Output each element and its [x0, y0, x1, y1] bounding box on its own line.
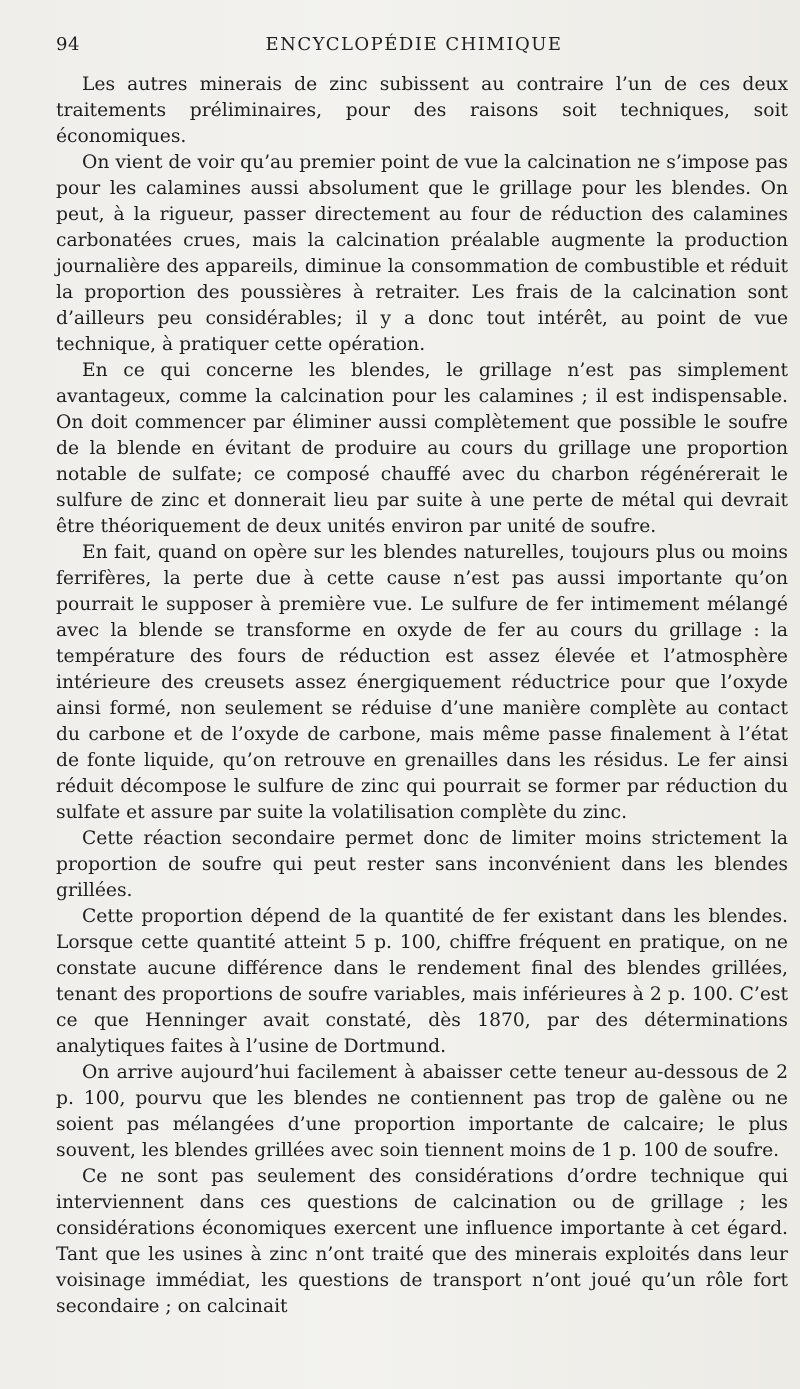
page-header — [56, 34, 772, 54]
paragraph: Les autres minerais de zinc subissent au contraire l’un de ces deux traitements préliminaires, pour des raisons soit techniques, soit économiques. — [56, 74, 788, 147]
paragraph: Cette réaction secondaire permet donc de limiter moins strictement la proportion de soufre qui peut rester sans inconvénient dans les blendes grillées. — [56, 828, 788, 901]
paragraph: Ce ne sont pas seulement des considérations d’ordre technique qui interviennent dans ces questions de calcination ou de grillage ; les considérations économiques exercent une influence importante à cet égard. Tant que les usines à zinc n’ont traité que des minerais exploités dans leur voisinage immédiat, les questions de transport n’ont joué qu’un rôle fort secondaire ; on calcinait — [56, 1166, 788, 1317]
body-text — [56, 72, 788, 1320]
running-head: ENCYCLOPÉDIE CHIMIQUE — [265, 34, 563, 55]
paragraph: Cette proportion dépend de la quantité de fer existant dans les blendes. Lorsque cette quantité atteint 5 p. 100, chiffre fréquent en pratique, on ne constate aucune différence dans le rendement final des blendes grillées, tenant des proportions de soufre variables, mais inférieures à 2 p. 100. C’est ce que Henninger avait constaté, dès 1870, par des déterminations analytiques faites à l’usine de Dortmund. — [56, 906, 788, 1057]
paragraph: On vient de voir qu’au premier point de vue la calcination ne s’impose pas pour les calamines aussi absolument que le grillage pour les blendes. On peut, à la rigueur, passer directement au four de réduction des calamines carbonatées crues, mais la calcination préalable augmente la production journalière des appareils, diminue la consommation de combustible et réduit la proportion des poussières à retraiter. Les frais de la calcination sont d’ailleurs peu considérables; il y a donc tout intérêt, au point de vue technique, à pratiquer cette opération. — [56, 152, 788, 355]
paragraph: On arrive aujourd’hui facilement à abaisser cette teneur au-dessous de 2 p. 100, pourvu que les blendes ne contiennent pas trop de galène ou ne soient pas mélangées d’une proportion importante de calcaire; le plus souvent, les blendes grillées avec soin tiennent moins de 1 p. 100 de soufre. — [56, 1062, 788, 1161]
paragraph: En ce qui concerne les blendes, le grillage n’est pas simplement avantageux, comme la calcination pour les calamines ; il est indispensable. On doit commencer par éliminer aussi complètement que possible le soufre de la blende en évitant de produire au cours du grillage une proportion notable de sulfate; ce composé chauffé avec du charbon régénérerait le sulfure de zinc et donnerait lieu par suite à une perte de métal qui devrait être théoriquement de deux unités environ par unité de soufre. — [56, 360, 788, 537]
page-number: 94 — [56, 34, 80, 55]
paragraph: En fait, quand on opère sur les blendes naturelles, toujours plus ou moins ferrifères, la perte due à cette cause n’est pas aussi importante qu’on pourrait le supposer à première vue. Le sulfure de fer intimement mélangé avec la blende se transforme en oxyde de fer au cours du grillage : la température des fours de réduction est assez élevée et l’atmosphère intérieure des creusets assez énergiquement réductrice pour que l’oxyde ainsi formé, non seulement se réduise d’une manière complète au contact du carbone et de l’oxyde de carbone, mais même passe finalement à l’état de fonte liquide, qu’on retrouve en grenailles dans les résidus. Le fer ainsi réduit décompose le sulfure de zinc qui pourrait se former par réduction du sulfate et assure par suite la volatilisation complète du zinc. — [56, 542, 788, 823]
